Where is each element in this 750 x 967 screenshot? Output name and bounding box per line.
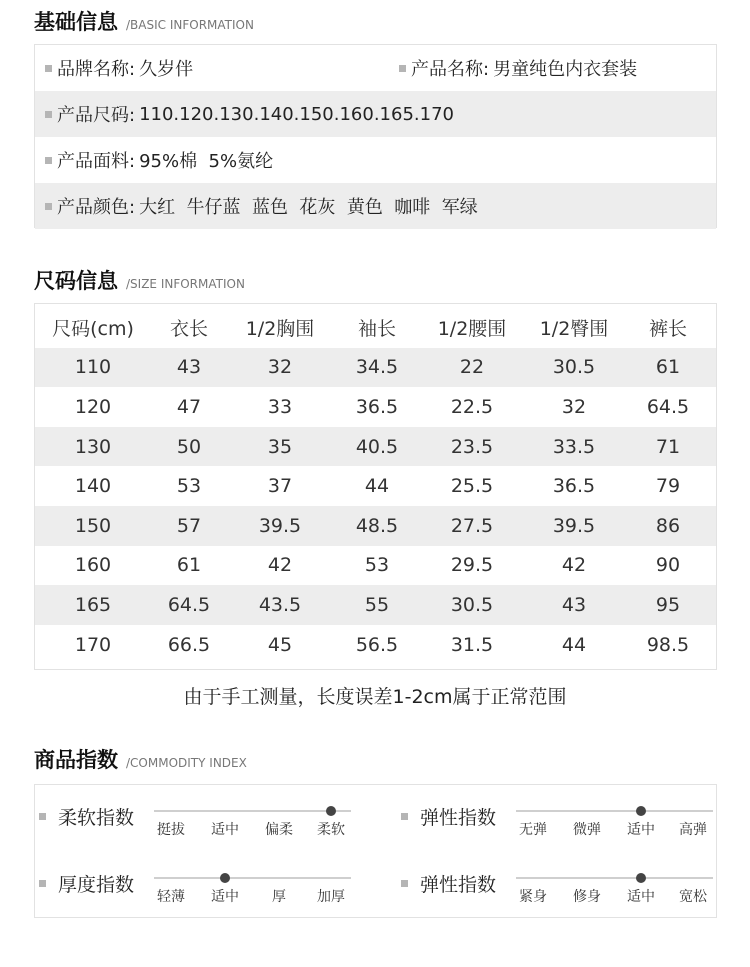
table-cell: 95 [655,593,681,616]
table-cell: 29.5 [450,554,494,577]
index-option: 柔软 [317,822,345,838]
table-cell: 25.5 [450,475,494,498]
basic-row-color [35,183,716,229]
index-option: 偏柔 [265,822,293,838]
table-cell: 43 [176,356,202,379]
index-label [401,870,496,897]
basic-info-subtitle: /BASIC INFORMATION [126,18,254,32]
index-item [401,870,721,910]
bullet-icon [39,880,46,887]
table-cell: 40.5 [355,435,399,458]
table-cell: 57 [176,514,202,537]
table-cell: 34.5 [355,356,399,379]
bullet-icon [45,203,52,210]
index-option: 无弹 [519,822,547,838]
measurement-note: 由于手工测量，长度误差1-2cm属于正常范围 [183,686,567,708]
table-cell: 53 [364,554,390,577]
table-cell: 55 [364,593,390,616]
bullet-icon [45,65,52,72]
table-header-cell: 1/2臀围 [539,318,609,341]
index-label-text: 弹性指数 [420,807,497,829]
basic-row-size [35,91,716,137]
table-cell: 32 [561,395,587,418]
index-indicator-dot [326,806,336,816]
index-label-text: 弹性指数 [420,874,497,896]
table-cell: 30.5 [450,593,494,616]
commodity-index-subtitle: /COMMODITY INDEX [126,756,247,770]
table-header-cell: 衣长 [169,318,209,341]
table-cell: 150 [74,514,112,537]
basic-row-brand [35,45,716,91]
table-header-cell: 1/2胸围 [245,318,315,341]
index-option: 高弹 [679,822,707,838]
basic-info-heading [34,6,254,36]
table-cell: 42 [561,554,587,577]
table-cell: 56.5 [355,633,399,656]
index-scale-track [516,810,713,812]
table-cell: 42 [267,554,293,577]
color-field [45,193,478,219]
index-label-text: 厚度指数 [58,874,135,896]
fabric-value: 95%棉 5%氨纶 [139,151,274,172]
table-cell: 39.5 [258,514,302,537]
table-cell: 43 [561,593,587,616]
index-label [39,803,134,830]
table-cell: 43.5 [258,593,302,616]
table-cell: 44 [364,475,390,498]
index-scale-track [516,877,713,879]
product-name-label: 产品名称: [411,59,490,80]
index-indicator-dot [636,806,646,816]
table-cell: 36.5 [552,475,596,498]
table-cell: 130 [74,435,112,458]
table-cell: 33.5 [552,435,596,458]
index-scale-track [154,877,351,879]
index-option: 适中 [627,822,655,838]
commodity-index-title: 商品指数 [34,748,118,772]
table-cell: 23.5 [450,435,494,458]
table-row [35,427,716,467]
table-cell: 50 [176,435,202,458]
index-indicator-dot [636,873,646,883]
table-cell: 140 [74,475,112,498]
table-cell: 44 [561,633,587,656]
basic-info-panel [34,44,717,228]
table-cell: 120 [74,395,112,418]
basic-row-fabric [35,137,716,183]
index-option: 轻薄 [157,889,185,905]
size-label: 产品尺码: [57,105,136,126]
index-option: 修身 [573,889,601,905]
brand-value: 久岁伴 [139,59,194,80]
brand-label: 品牌名称: [57,59,136,80]
index-option: 适中 [211,822,239,838]
table-header-cell: 裤长 [648,318,688,341]
index-option: 宽松 [679,889,707,905]
index-option: 挺拔 [157,822,185,838]
table-cell: 90 [655,554,681,577]
basic-info-title: 基础信息 [34,10,118,34]
table-cell: 27.5 [450,514,494,537]
table-cell: 37 [267,475,293,498]
table-cell: 36.5 [355,395,399,418]
table-cell: 35 [267,435,293,458]
bullet-icon [399,65,406,72]
size-info-subtitle: /SIZE INFORMATION [126,277,245,291]
table-cell: 31.5 [450,633,494,656]
table-cell: 32 [267,356,293,379]
index-option: 厚 [272,889,286,905]
bullet-icon [45,157,52,164]
index-item [39,870,359,910]
table-cell: 39.5 [552,514,596,537]
size-info-heading [34,265,245,295]
table-row [35,466,716,506]
commodity-index-panel [34,784,717,918]
table-header-cell: 1/2腰围 [437,318,507,341]
bullet-icon [39,813,46,820]
table-cell: 64.5 [646,395,690,418]
table-cell: 86 [655,514,681,537]
index-item [401,803,721,843]
table-cell: 22.5 [450,395,494,418]
table-header-cell: 袖长 [357,318,397,341]
fabric-label: 产品面料: [57,151,136,172]
table-cell: 64.5 [167,593,211,616]
size-table [34,303,717,670]
index-indicator-dot [220,873,230,883]
table-row [35,546,716,586]
table-cell: 98.5 [646,633,690,656]
size-info-title: 尺码信息 [34,269,118,293]
fabric-field [45,147,273,173]
color-label: 产品颜色: [57,197,136,218]
table-row [35,585,716,625]
bullet-icon [401,813,408,820]
table-cell: 71 [655,435,681,458]
table-header-row [35,308,716,348]
table-cell: 61 [655,356,681,379]
index-label [401,803,496,830]
size-field [45,101,454,127]
color-value: 大红 牛仔蓝 蓝色 花灰 黄色 咖啡 军绿 [139,197,478,218]
index-scale-track [154,810,351,812]
table-cell: 53 [176,475,202,498]
index-option: 适中 [211,889,239,905]
index-option: 适中 [627,889,655,905]
commodity-index-heading [34,744,247,774]
size-value: 110.120.130.140.150.160.165.170 [139,103,454,125]
table-cell: 160 [74,554,112,577]
bullet-icon [45,111,52,118]
table-cell: 79 [655,475,681,498]
table-cell: 33 [267,395,293,418]
table-cell: 47 [176,395,202,418]
index-item [39,803,359,843]
table-cell: 61 [176,554,202,577]
table-header-cell: 尺码(cm) [52,318,134,341]
brand-field [45,55,193,81]
table-cell: 110 [74,356,112,379]
index-label-text: 柔软指数 [58,807,135,829]
table-row [35,506,716,546]
index-label [39,870,134,897]
index-option: 加厚 [317,889,345,905]
product-name-value: 男童纯色内衣套装 [493,59,638,80]
bullet-icon [401,880,408,887]
table-cell: 30.5 [552,356,596,379]
product-name-field [399,55,637,81]
table-cell: 48.5 [355,514,399,537]
table-cell: 22 [459,356,485,379]
index-option: 紧身 [519,889,547,905]
index-option: 微弹 [573,822,601,838]
table-cell: 170 [74,633,112,656]
table-cell: 45 [267,633,293,656]
table-cell: 66.5 [167,633,211,656]
table-cell: 165 [74,593,112,616]
table-row [35,387,716,427]
table-row [35,625,716,665]
table-row [35,348,716,388]
